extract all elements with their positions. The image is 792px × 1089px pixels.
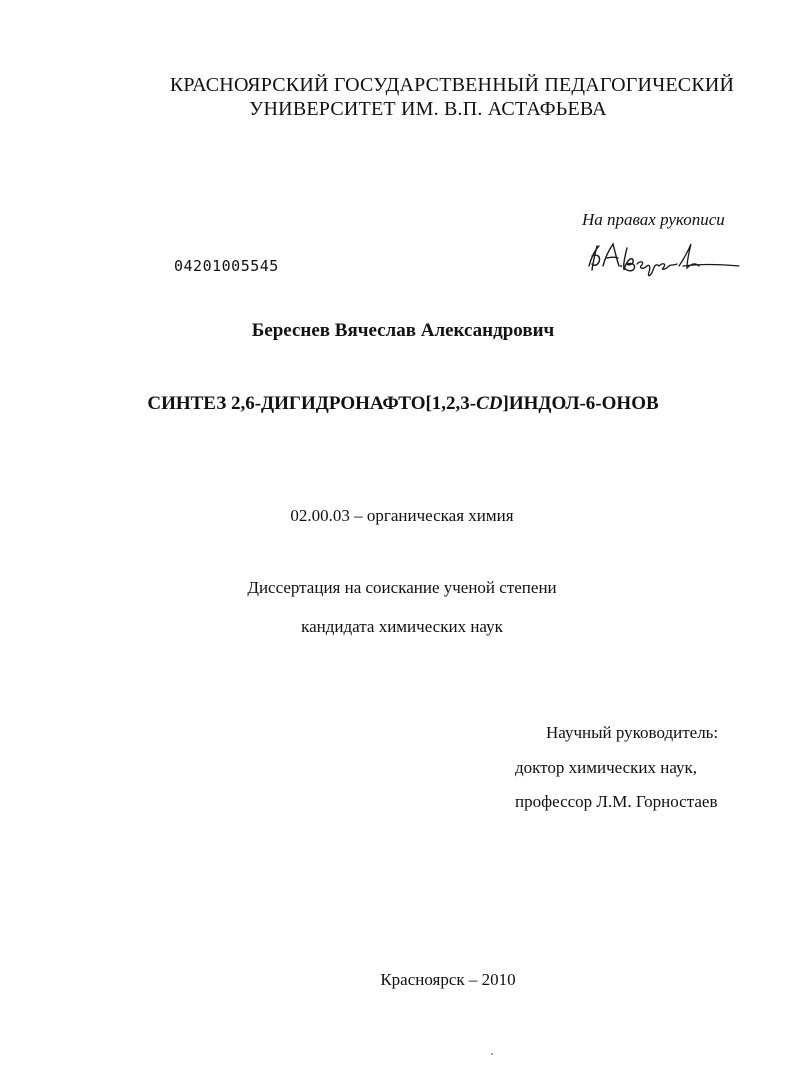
title-suffix: ]ИНДОЛ-6-ОНОВ <box>502 393 659 414</box>
university-name-line1: КРАСНОЯРСКИЙ ГОСУДАРСТВЕННЫЙ ПЕДАГОГИЧЕСКИЙ <box>169 74 735 96</box>
rights-note: На правах рукописи <box>582 210 725 229</box>
serial-number: 04201005545 <box>174 257 279 275</box>
handwritten-signature <box>583 236 743 282</box>
university-name-line2: УНИВЕРСИТЕТ ИМ. В.П. АСТАФЬЕВА <box>249 98 607 120</box>
supervisor-degree: доктор химических наук, <box>515 758 698 777</box>
city-year: Красноярск – 2010 <box>380 970 516 989</box>
dissertation-degree-line1: Диссертация на соискание ученой степени <box>247 578 557 597</box>
scan-speck <box>491 1053 493 1055</box>
supervisor-label: Научный руководитель: <box>546 723 719 742</box>
title-italic: CD <box>476 393 503 414</box>
dissertation-title <box>0 393 792 415</box>
specialty: 02.00.03 – органическая химия <box>290 506 514 525</box>
dissertation-degree-line2: кандидата химических наук <box>301 617 503 636</box>
supervisor-name: профессор Л.М. Горностаев <box>515 792 718 811</box>
title-prefix: СИНТЕЗ 2,6-ДИГИДРОНАФТО[1,2,3- <box>147 393 477 414</box>
author-name: Береснев Вячеслав Александрович <box>251 320 555 341</box>
